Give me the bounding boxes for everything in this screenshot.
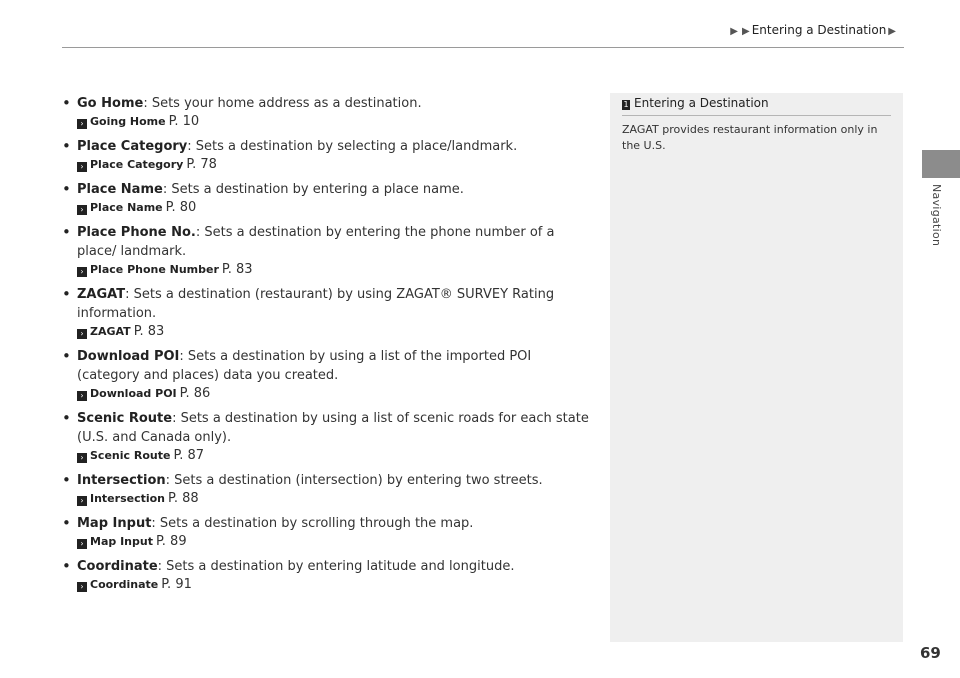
- ref-page: P. 86: [179, 386, 211, 401]
- description: : Sets a destination by entering latitude and longitude.: [157, 559, 515, 574]
- header-rule: [62, 47, 904, 48]
- description: : Sets your home address as a destination.: [143, 96, 422, 111]
- ref-page: P. 88: [168, 491, 199, 506]
- term: Place Name: [77, 182, 163, 197]
- ref-label: Scenic Route: [90, 449, 171, 462]
- term: ZAGAT: [77, 287, 126, 302]
- list-item-map-input: [62, 514, 592, 551]
- term: Scenic Route: [77, 411, 173, 426]
- list-item-download-poi: [62, 347, 592, 403]
- term: Coordinate: [77, 559, 158, 574]
- term: Intersection: [77, 473, 166, 488]
- description: : Sets a destination by entering the phone number of a place/ landmark.: [77, 225, 555, 259]
- ref-label: Place Name: [90, 201, 163, 214]
- ref-page: P. 80: [165, 200, 197, 215]
- ref-page: P. 89: [155, 534, 187, 549]
- bullet-dot-icon: •: [62, 285, 71, 303]
- arrow-reference-icon: ›: [77, 267, 87, 277]
- bullet-dot-icon: •: [62, 347, 71, 365]
- note-body: ZAGAT provides restaurant information only in the U.S.: [622, 123, 878, 152]
- arrow-reference-icon: ›: [77, 453, 87, 463]
- ref-page: P. 78: [186, 157, 217, 172]
- list-item-coordinate: [62, 557, 592, 594]
- ref-label: Going Home: [90, 115, 166, 128]
- cross-reference-link[interactable]: [62, 199, 592, 217]
- ref-label: Download POI: [90, 387, 177, 400]
- list-item-place-category: [62, 137, 592, 174]
- cross-reference-link[interactable]: [62, 323, 592, 341]
- ref-page: P. 87: [173, 448, 205, 463]
- destination-options-list: [62, 94, 592, 600]
- description: : Sets a destination (intersection) by entering two streets.: [165, 473, 543, 488]
- term: Place Category: [77, 139, 188, 154]
- bullet-dot-icon: •: [62, 557, 71, 575]
- ref-label: Place Category: [90, 158, 184, 171]
- bullet-dot-icon: •: [62, 223, 71, 241]
- cross-reference-link[interactable]: [62, 113, 592, 131]
- bullet-dot-icon: •: [62, 94, 71, 112]
- bullet-dot-icon: •: [62, 137, 71, 155]
- cross-reference-link[interactable]: [62, 576, 592, 594]
- triangle-right-icon: ▶: [741, 26, 750, 37]
- description: : Sets a destination by selecting a place/landmark.: [187, 139, 518, 154]
- arrow-reference-icon: ›: [77, 162, 87, 172]
- bullet-dot-icon: •: [62, 471, 71, 489]
- list-item-place-phone: [62, 223, 592, 279]
- description: : Sets a destination (restaurant) by using ZAGAT® SURVEY Rating information.: [77, 287, 555, 321]
- note-title: [622, 96, 891, 116]
- ref-label: Intersection: [90, 492, 166, 505]
- cross-reference-link[interactable]: [62, 261, 592, 279]
- note-number-icon: 1: [623, 100, 629, 109]
- breadcrumb-text: Entering a Destination: [751, 23, 887, 37]
- section-tab-marker: [922, 150, 960, 178]
- list-item-scenic-route: [62, 409, 592, 465]
- description: : Sets a destination by using a list of the imported POI (category and places) data you created.: [77, 349, 532, 383]
- term: Place Phone No.: [77, 225, 196, 240]
- arrow-reference-icon: ›: [77, 496, 87, 506]
- list-item-go-home: [62, 94, 592, 131]
- ref-label: Coordinate: [90, 578, 159, 591]
- ref-page: P. 83: [221, 262, 253, 277]
- arrow-reference-icon: ›: [77, 205, 87, 215]
- cross-reference-link[interactable]: [62, 156, 592, 174]
- page-number: 69: [920, 644, 941, 662]
- term: Go Home: [77, 96, 144, 111]
- ref-page: P. 83: [133, 324, 165, 339]
- triangle-right-icon: ▶: [888, 26, 896, 37]
- description: : Sets a destination by scrolling through the map.: [151, 516, 474, 531]
- term: Map Input: [77, 516, 152, 531]
- arrow-reference-icon: ›: [77, 329, 87, 339]
- note-title-text: Entering a Destination: [634, 96, 769, 110]
- bullet-dot-icon: •: [62, 180, 71, 198]
- arrow-reference-icon: ›: [77, 391, 87, 401]
- cross-reference-link[interactable]: [62, 447, 592, 465]
- list-item-zagat: [62, 285, 592, 341]
- description: : Sets a destination by using a list of scenic roads for each state (U.S. and Canada only).: [77, 411, 589, 445]
- cross-reference-link[interactable]: [62, 490, 592, 508]
- bullet-dot-icon: •: [62, 514, 71, 532]
- list-item-intersection: [62, 471, 592, 508]
- ref-label: Place Phone Number: [90, 263, 219, 276]
- arrow-reference-icon: ›: [77, 582, 87, 592]
- cross-reference-link[interactable]: [62, 533, 592, 551]
- cross-reference-link[interactable]: [62, 385, 592, 403]
- ref-page: P. 91: [161, 577, 192, 592]
- triangle-right-icon: ▶: [730, 26, 738, 37]
- ref-page: P. 10: [168, 114, 200, 129]
- breadcrumb: [728, 23, 898, 37]
- term: Download POI: [77, 349, 180, 364]
- section-label: Navigation: [930, 184, 943, 247]
- ref-label: Map Input: [90, 535, 153, 548]
- list-item-place-name: [62, 180, 592, 217]
- arrow-reference-icon: ›: [77, 119, 87, 129]
- bullet-dot-icon: •: [62, 409, 71, 427]
- ref-label: ZAGAT: [90, 325, 131, 338]
- description: : Sets a destination by entering a place name.: [162, 182, 464, 197]
- arrow-reference-icon: ›: [77, 539, 87, 549]
- note-panel: [610, 93, 903, 642]
